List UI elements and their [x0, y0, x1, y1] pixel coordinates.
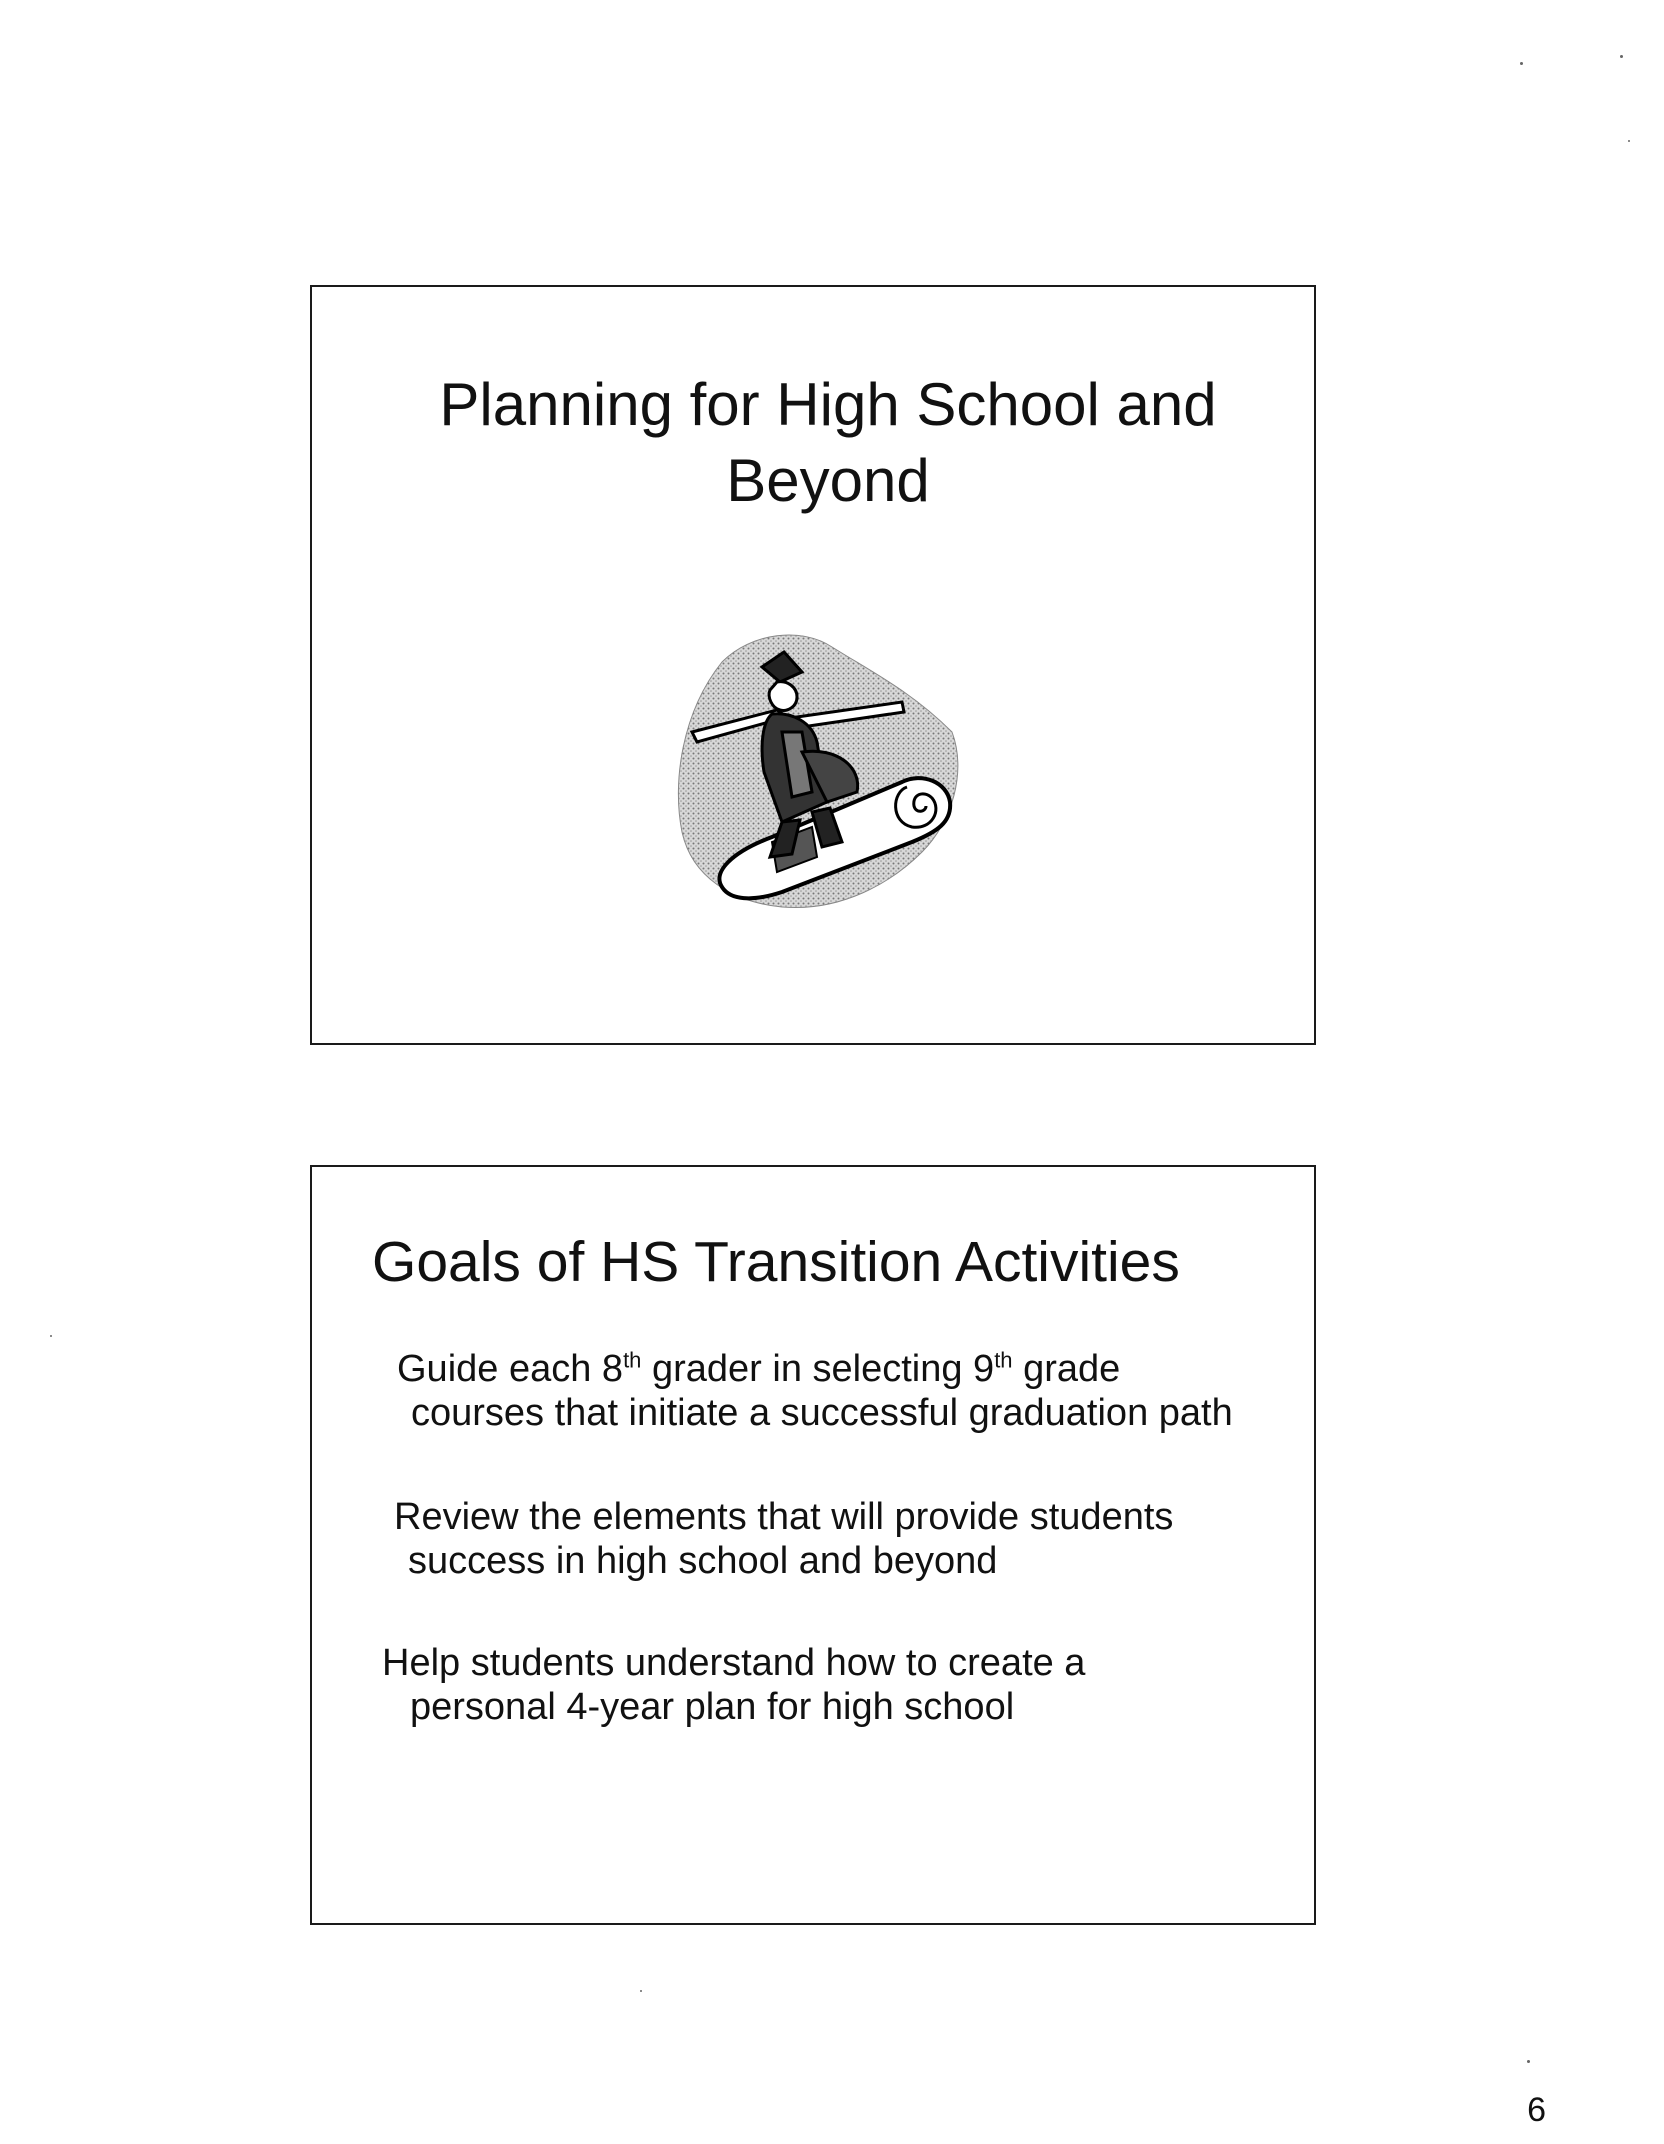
goal-1-superscript-a: th	[623, 1347, 642, 1373]
graduate-surfing-diploma-image	[652, 622, 972, 922]
goal-1-text-c: grade	[1012, 1348, 1121, 1390]
goal-1-line-2: courses that initiate a successful graduation path	[411, 1392, 1233, 1434]
goal-3-line-2: personal 4-year plan for high school	[410, 1686, 1015, 1728]
goal-item-2	[394, 1495, 1173, 1583]
slide-1	[310, 285, 1316, 1045]
goal-item-3	[382, 1641, 1085, 1729]
scan-speck	[1628, 140, 1630, 142]
slide-2	[310, 1165, 1316, 1925]
goal-1-text-b: grader in selecting 9	[641, 1348, 995, 1390]
goal-2-line-2: success in high school and beyond	[408, 1540, 998, 1582]
slide-2-title: Goals of HS Transition Activities	[372, 1230, 1180, 1294]
goal-1-text-a: Guide each 8	[397, 1348, 624, 1390]
slide-1-title-line-2: Beyond	[726, 447, 930, 514]
goal-item-1	[397, 1347, 1233, 1435]
page-number: 6	[1527, 2091, 1546, 2129]
goal-3-line-1: Help students understand how to create a	[382, 1642, 1086, 1684]
goal-2-line-1: Review the elements that will provide students	[394, 1496, 1174, 1538]
scan-speck	[1520, 62, 1523, 65]
scan-speck	[640, 1990, 642, 1992]
scan-speck	[1527, 2060, 1530, 2063]
slide-1-title	[312, 367, 1314, 519]
scan-speck	[50, 1335, 52, 1337]
scan-speck	[1620, 55, 1623, 58]
goal-1-superscript-b: th	[994, 1347, 1013, 1373]
slide-1-title-line-1: Planning for High School and	[439, 371, 1217, 438]
